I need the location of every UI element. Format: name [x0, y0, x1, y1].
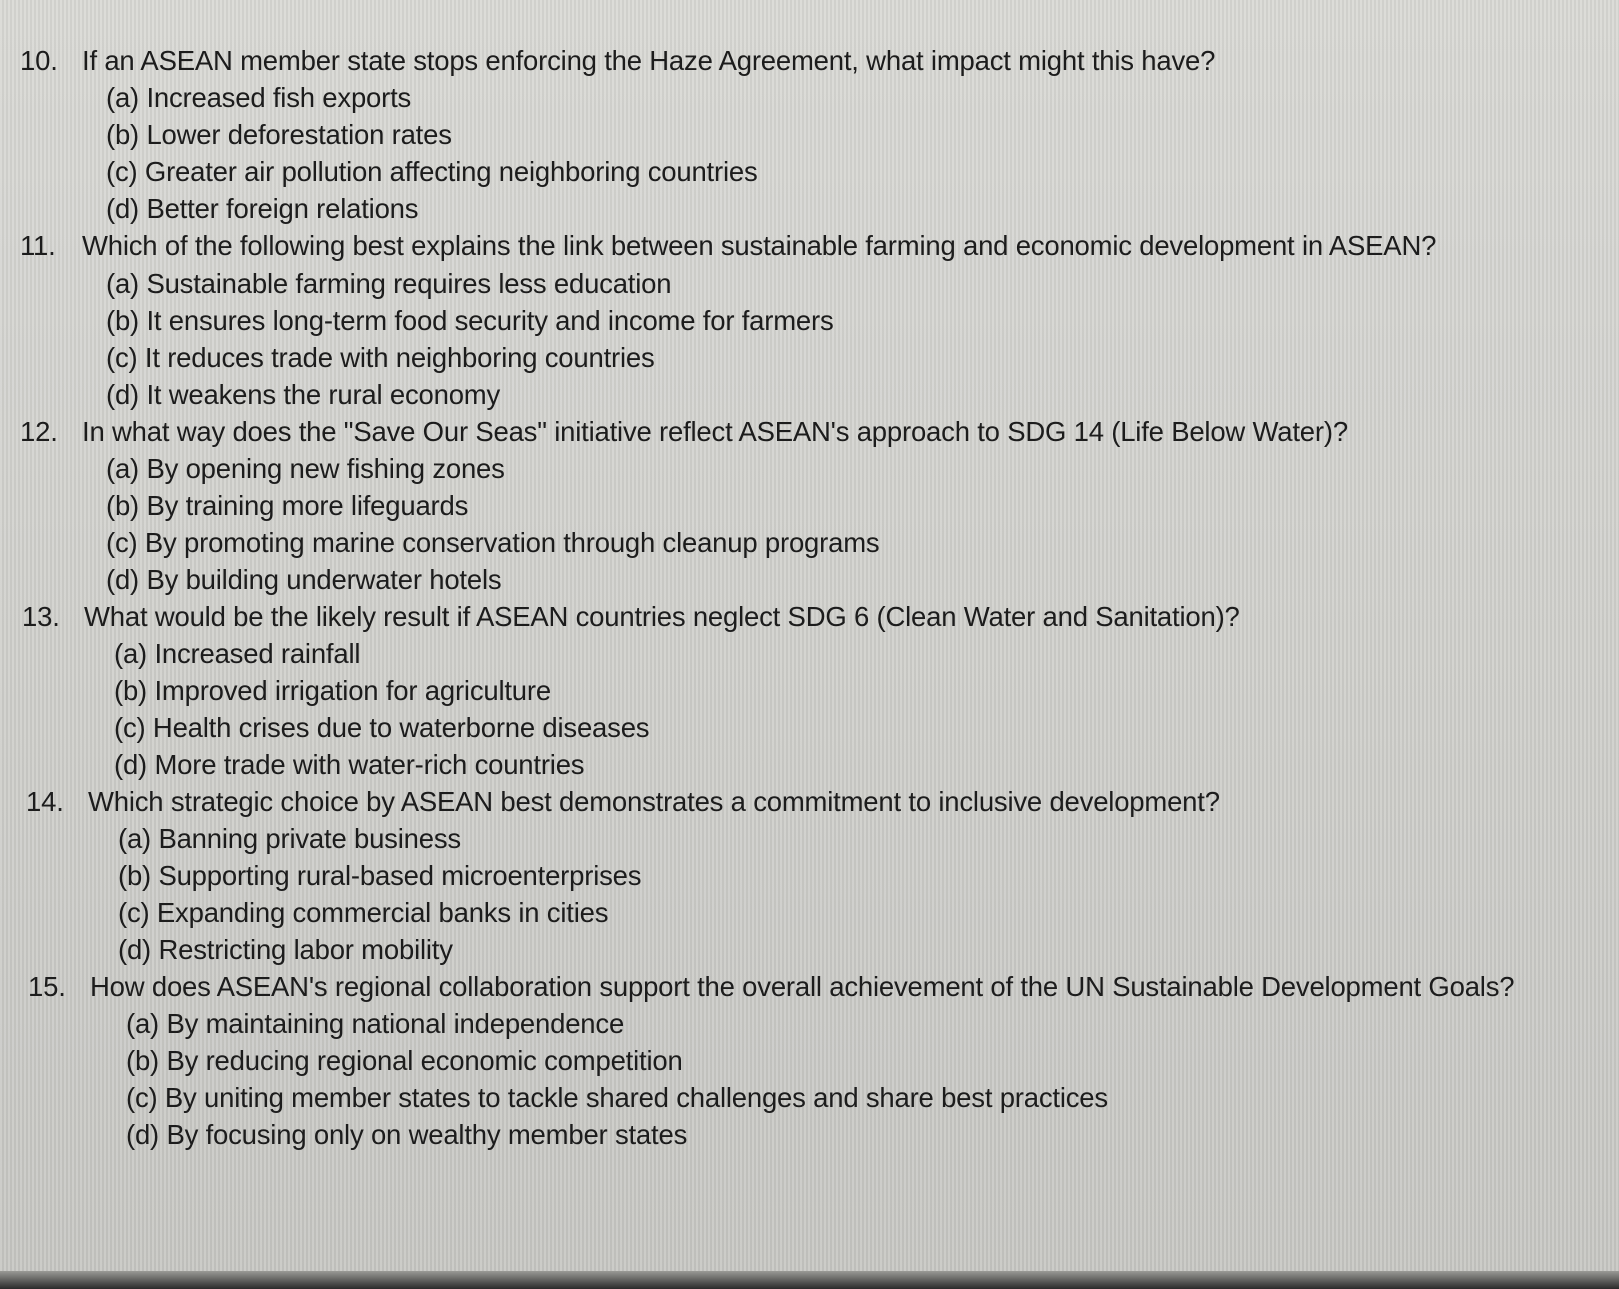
question-text: If an ASEAN member state stops enforcing the Haze Agreement, what impact might this have?	[82, 45, 1216, 76]
option-d: (d) By building underwater hotels	[106, 564, 502, 595]
option-a: (a) Increased rainfall	[114, 638, 361, 669]
option-a: (a) Banning private business	[118, 823, 461, 854]
question-number: 12.	[20, 416, 58, 447]
question-14-prompt	[18, 783, 1608, 820]
question-number: 10.	[20, 45, 58, 76]
option-d: (d) Better foreign relations	[106, 193, 419, 224]
option-d: (d) It weakens the rural economy	[106, 379, 501, 410]
option-a: (a) Increased fish exports	[106, 82, 412, 113]
option-d: (d) Restricting labor mobility	[118, 934, 453, 965]
option-b: (b) It ensures long-term food security and income for farmers	[106, 305, 834, 336]
option-d: (d) By focusing only on wealthy member states	[126, 1119, 688, 1150]
option-d: (d) More trade with water-rich countries	[114, 749, 585, 780]
option-c: (c) It reduces trade with neighboring countries	[106, 342, 655, 373]
question-11-prompt	[18, 227, 1608, 265]
option-b: (b) Supporting rural-based microenterprises	[118, 860, 642, 891]
question-text: Which strategic choice by ASEAN best demonstrates a commitment to inclusive development?	[88, 786, 1220, 817]
question-10	[18, 42, 1608, 227]
option-b: (b) Lower deforestation rates	[106, 119, 452, 150]
question-text: What would be the likely result if ASEAN countries neglect SDG 6 (Clean Water and Sanitation)?	[84, 601, 1240, 632]
option-a: (a) By maintaining national independence	[126, 1008, 625, 1039]
question-13	[18, 598, 1608, 783]
question-list	[18, 42, 1608, 1153]
question-13-prompt	[18, 598, 1608, 635]
option-c: (c) Health crises due to waterborne diseases	[114, 712, 650, 743]
question-number: 15.	[28, 971, 66, 1002]
question-text: In what way does the "Save Our Seas" initiative reflect ASEAN's approach to SDG 14 (Life Below Water)?	[82, 416, 1348, 447]
option-c: (c) Greater air pollution affecting neighboring countries	[106, 156, 758, 187]
question-15-prompt	[18, 968, 1608, 1005]
option-c: (c) Expanding commercial banks in cities	[118, 897, 609, 928]
option-b: (b) By training more lifeguards	[106, 490, 469, 521]
option-b: (b) By reducing regional economic competition	[126, 1045, 683, 1076]
question-12	[18, 413, 1608, 598]
question-number: 11.	[20, 230, 56, 261]
question-11	[18, 227, 1608, 413]
paper-bottom-edge	[0, 1271, 1619, 1289]
option-c: (c) By uniting member states to tackle shared challenges and share best practices	[126, 1082, 1108, 1113]
question-10-prompt	[18, 42, 1608, 79]
question-12-prompt	[18, 413, 1608, 450]
option-c: (c) By promoting marine conservation through cleanup programs	[106, 527, 880, 558]
question-text: Which of the following best explains the link between sustainable farming and economic development in ASEAN?	[82, 230, 1437, 261]
option-a: (a) Sustainable farming requires less education	[106, 268, 672, 299]
question-number: 13.	[22, 601, 60, 632]
option-a: (a) By opening new fishing zones	[106, 453, 505, 484]
question-text: How does ASEAN's regional collaboration support the overall achievement of the UN Sustainable Development Goals?	[90, 971, 1515, 1002]
question-number: 14.	[26, 786, 64, 817]
option-b: (b) Improved irrigation for agriculture	[114, 675, 551, 706]
question-14	[18, 783, 1608, 968]
question-15	[18, 968, 1608, 1153]
